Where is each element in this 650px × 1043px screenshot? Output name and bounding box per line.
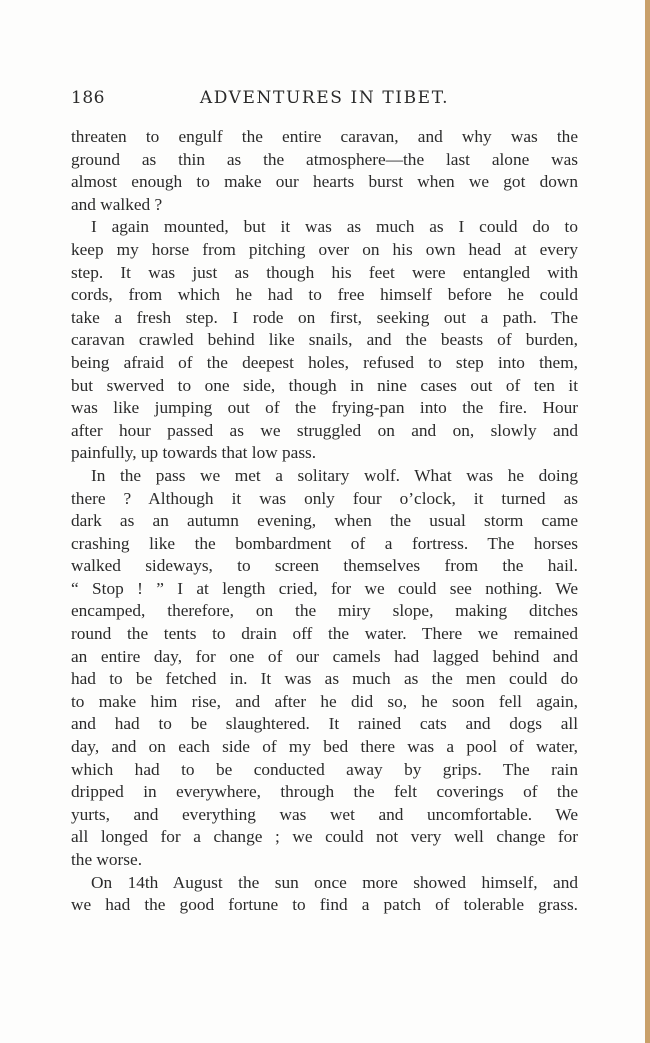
text-line: to make him rise, and after he did so, he soon fell again, xyxy=(71,691,578,711)
text-line: threaten to engulf the entire caravan, and why was the xyxy=(71,127,578,146)
text-line: round the tents to drain off the water. There we remained xyxy=(71,624,578,644)
text-line: caravan crawled behind like snails, and the beasts of burden, xyxy=(71,330,578,350)
text-line: dripped in everywhere, through the felt coverings of the xyxy=(71,782,578,802)
running-head: ADVENTURES IN TIBET. xyxy=(199,88,450,108)
text-line: after hour passed as we struggled on and on, slowly and xyxy=(71,420,578,440)
text-line: painfully, up towards that low pass. xyxy=(71,443,317,463)
text-line: but swerved to one side, though in nine cases out of ten it xyxy=(71,375,578,395)
page-header xyxy=(71,88,578,114)
text-line: an entire day, for one of our camels had lagged behind and xyxy=(71,646,578,666)
text-line: had to be fetched in. It was as much as the men could do xyxy=(71,669,578,689)
text-line: we had the good fortune to find a patch of tolerable grass. xyxy=(71,895,578,915)
paragraph xyxy=(71,216,578,465)
text-line: cords, from which he had to free himself before he could xyxy=(71,285,578,305)
text-line: and walked ? xyxy=(71,194,163,214)
text-line: On 14th August the sun once more showed himself, and xyxy=(91,872,578,892)
text-line: was like jumping out of the frying-pan into the fire. Hour xyxy=(71,398,578,418)
paragraph xyxy=(71,126,578,216)
paragraph xyxy=(71,465,578,872)
text-line: almost enough to make our hearts burst when we got down xyxy=(71,172,578,192)
page-number: 186 xyxy=(71,88,105,108)
text-line: day, and on each side of my bed there was a pool of water, xyxy=(71,737,578,757)
text-line: encamped, therefore, on the miry slope, making ditches xyxy=(71,601,578,621)
body-text xyxy=(71,126,578,917)
text-line: take a fresh step. I rode on first, seeking out a path. The xyxy=(71,307,578,327)
text-line: I again mounted, but it was as much as I could do to xyxy=(91,217,578,237)
page-edge xyxy=(645,0,650,1043)
text-line: crashing like the bombardment of a fortress. The horses xyxy=(71,533,578,553)
paragraph xyxy=(71,872,578,917)
text-line: walked sideways, to screen themselves from the hail. xyxy=(71,556,578,576)
text-line: and had to be slaughtered. It rained cats and dogs all xyxy=(71,714,578,734)
text-line: yurts, and everything was wet and uncomfortable. We xyxy=(71,804,578,824)
text-line: ground as thin as the atmosphere—the last alone was xyxy=(71,149,578,169)
text-line: the worse. xyxy=(71,850,143,869)
text-line: step. It was just as though his feet were entangled with xyxy=(71,262,578,282)
text-line: there ? Although it was only four o’clock, it turned as xyxy=(71,488,578,508)
text-line: “ Stop ! ” I at length cried, for we could see nothing. We xyxy=(71,578,578,598)
text-line: keep my horse from pitching over on his own head at every xyxy=(71,239,578,259)
text-line: being afraid of the deepest holes, refused to step into them, xyxy=(71,352,578,372)
text-line: all longed for a change ; we could not very well change for xyxy=(71,827,578,847)
text-line: which had to be conducted away by grips. The rain xyxy=(71,759,578,779)
text-line: In the pass we met a solitary wolf. What was he doing xyxy=(91,465,578,485)
text-line: dark as an autumn evening, when the usual storm came xyxy=(71,511,578,531)
